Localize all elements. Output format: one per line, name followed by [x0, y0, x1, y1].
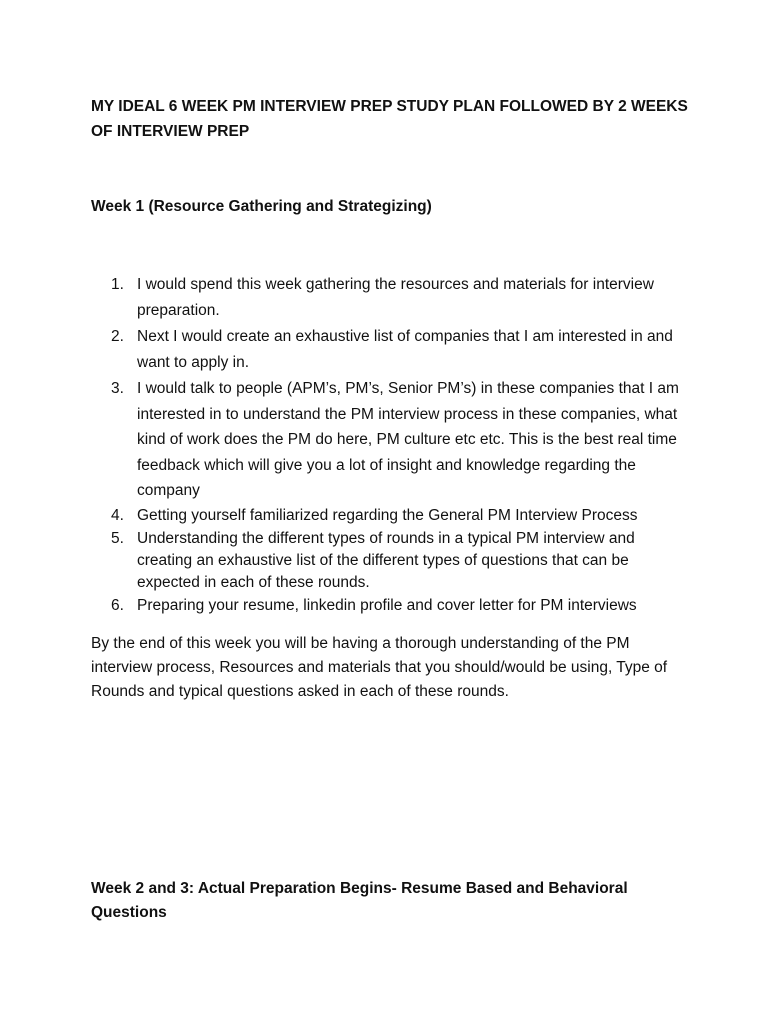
list-item-text: Understanding the different types of rounds in a typical PM interview and creating an exhaustive list of the different types of questions that can be expected in each of these rounds. [137, 529, 635, 591]
list-item-number: 6. [111, 596, 124, 614]
list-item-text: Getting yourself familiarized regarding the General PM Interview Process [137, 506, 638, 524]
list-item-number: 2. [111, 328, 124, 345]
week-1-heading: Week 1 (Resource Gathering and Strategizing) [91, 198, 432, 215]
list-item [91, 324, 691, 375]
list-item-number: 4. [111, 506, 124, 524]
document-title: MY IDEAL 6 WEEK PM INTERVIEW PREP STUDY PLAN FOLLOWED BY 2 WEEKS OF INTERVIEW PREP [91, 98, 688, 140]
list-item [91, 595, 691, 617]
list-item-number: 1. [111, 276, 124, 293]
week-2-3-heading: Week 2 and 3: Actual Preparation Begins- Resume Based and Behavioral Questions [91, 880, 628, 921]
list-item-text: I would talk to people (APM’s, PM’s, Senior PM’s) in these companies that I am interested in to understand the PM interview process in these companies, what kind of work does the PM do here, PM culture etc etc. This is the best real time feedback which will give you a lot of insight and knowledge regarding the company [137, 380, 679, 499]
list-item-number: 5. [111, 529, 124, 547]
list-item-number: 3. [111, 380, 124, 397]
list-item-text: I would spend this week gathering the resources and materials for interview preparation. [137, 276, 654, 319]
list-item [91, 376, 691, 504]
list-item [91, 505, 691, 527]
week-1-summary: By the end of this week you will be having a thorough understanding of the PM interview process, Resources and materials that you should/would be using, Type of Rounds and typical questions asked in each of these rounds. [91, 635, 668, 700]
week-1-task-list [91, 272, 691, 618]
list-item [91, 272, 691, 323]
list-item-text: Next I would create an exhaustive list of companies that I am interested in and want to apply in. [137, 328, 673, 371]
list-item [91, 528, 691, 594]
list-item-text: Preparing your resume, linkedin profile and cover letter for PM interviews [137, 596, 637, 614]
